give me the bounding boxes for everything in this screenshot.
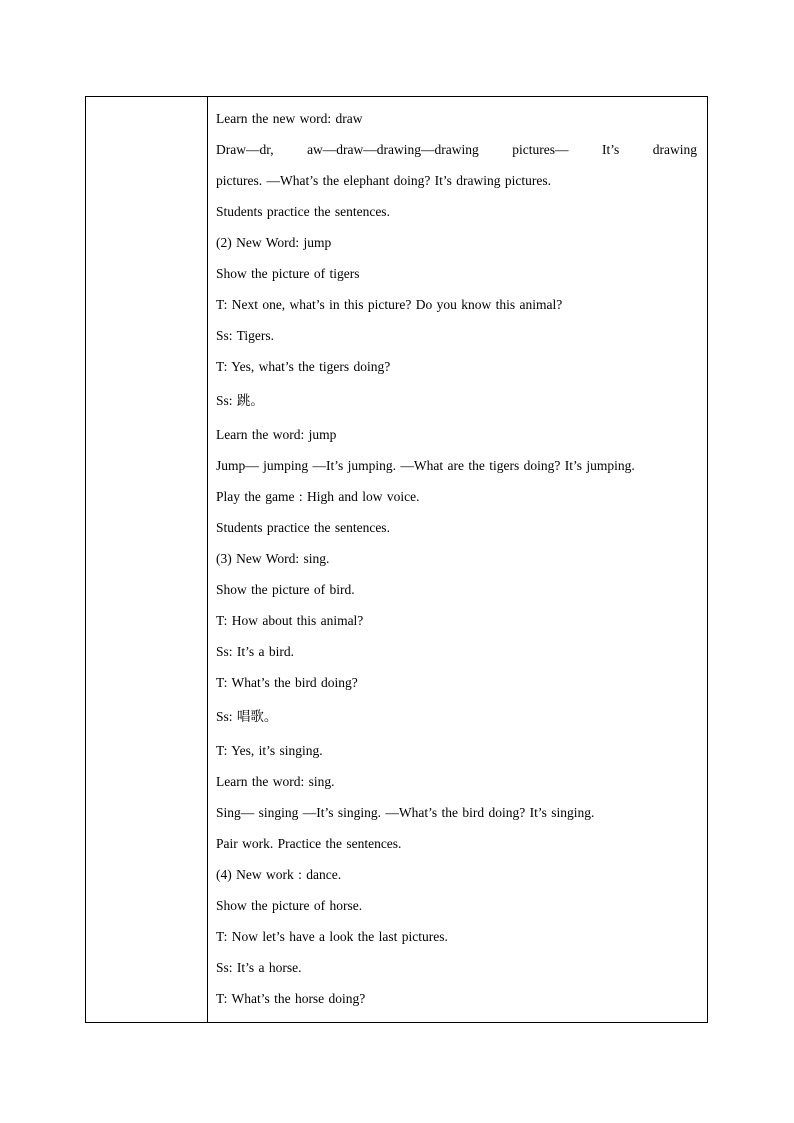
text-line-chinese: Ss: 唱歌。 bbox=[216, 709, 278, 724]
content-cell bbox=[208, 97, 708, 1023]
lesson-table bbox=[85, 96, 708, 1023]
text-line: T: What’s the horse doing? bbox=[216, 991, 366, 1006]
left-column-cell bbox=[86, 97, 208, 1023]
text-line: Sing— singing —It’s singing. —What’s the bird doing? It’s singing. bbox=[216, 805, 595, 820]
section-heading: (2) New Word: jump bbox=[216, 235, 332, 250]
text-line: T: How about this animal? bbox=[216, 613, 364, 628]
text-line: Play the game : High and low voice. bbox=[216, 489, 420, 504]
section-heading: (3) New Word: sing. bbox=[216, 551, 330, 566]
text-line: Jump— jumping —It’s jumping. —What are the tigers doing? It’s jumping. bbox=[216, 458, 635, 473]
text-line: T: What’s the bird doing? bbox=[216, 675, 358, 690]
text-line: Show the picture of tigers bbox=[216, 266, 360, 281]
text-line: Learn the word: sing. bbox=[216, 774, 335, 789]
text-line: pictures. —What’s the elephant doing? It’s drawing pictures. bbox=[216, 173, 552, 188]
text-line: T: Now let’s have a look the last pictures. bbox=[216, 929, 448, 944]
text-line-chinese: Ss: 跳。 bbox=[216, 393, 264, 408]
text-line: Show the picture of bird. bbox=[216, 582, 355, 597]
text-line: Students practice the sentences. bbox=[216, 520, 390, 535]
text-line: Ss: It’s a horse. bbox=[216, 960, 302, 975]
section-heading: (4) New work : dance. bbox=[216, 867, 342, 882]
lesson-content bbox=[208, 97, 707, 1014]
text-line: Students practice the sentences. bbox=[216, 204, 390, 219]
text-line: T: Yes, what’s the tigers doing? bbox=[216, 359, 391, 374]
text-line: Pair work. Practice the sentences. bbox=[216, 836, 402, 851]
text-line: Ss: It’s a bird. bbox=[216, 644, 295, 659]
text-line: Learn the new word: draw bbox=[216, 111, 363, 126]
text-line: Learn the word: jump bbox=[216, 427, 337, 442]
text-line: T: Yes, it’s singing. bbox=[216, 743, 323, 758]
text-line: T: Next one, what’s in this picture? Do you know this animal? bbox=[216, 297, 563, 312]
text-line: Ss: Tigers. bbox=[216, 328, 275, 343]
text-line: Show the picture of horse. bbox=[216, 898, 363, 913]
text-line-justified: Draw—dr, aw—draw—drawing—drawing pictures— It’s drawing bbox=[216, 142, 697, 157]
